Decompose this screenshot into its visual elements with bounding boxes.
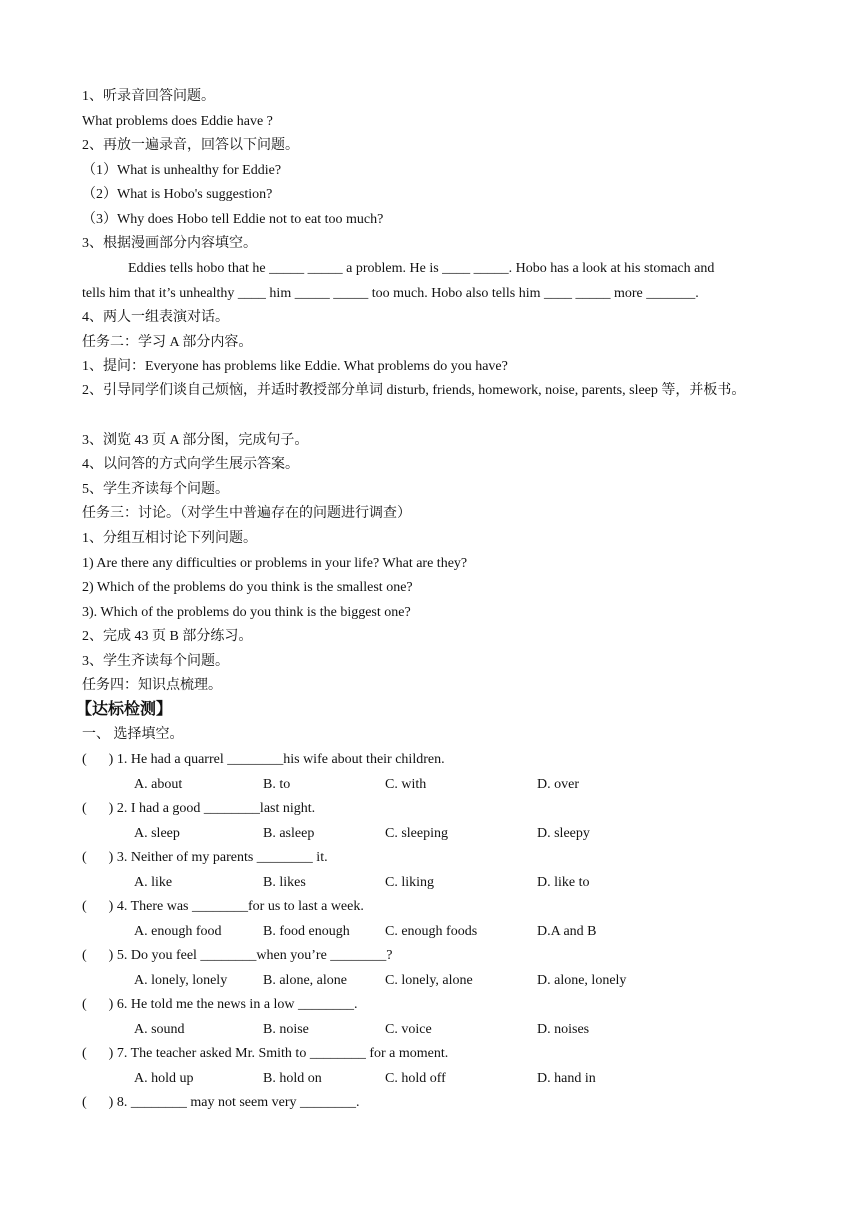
answer-paren-close: ): [108, 801, 114, 816]
answer-paren-close: ): [108, 850, 114, 865]
answer-paren-open: (: [82, 1046, 87, 1061]
answer-option: C. with: [385, 777, 427, 792]
answer-paren-open: (: [82, 801, 87, 816]
answer-option: A. hold up: [134, 1071, 194, 1086]
answer-option: C. lonely, alone: [385, 973, 473, 988]
sub-question-2: （2）What is Hobo's suggestion?: [82, 187, 273, 202]
step-replay-answer: 2、再放一遍录音，回答以下问题。: [82, 138, 299, 153]
answer-option: D. sleepy: [537, 826, 590, 841]
question-text: 2. I had a good ________last night.: [113, 801, 316, 816]
discussion-question-2: 2) Which of the problems do you think is the smallest one?: [82, 580, 413, 595]
answer-option: A. lonely, lonely: [134, 973, 228, 988]
question-text: 7. The teacher asked Mr. Smith to ________ for a moment.: [113, 1046, 449, 1061]
answer-paren-close: ): [108, 899, 114, 914]
assessment-heading: 【达标检测】: [76, 701, 173, 718]
answer-option: B. noise: [263, 1022, 309, 1037]
answer-option: C. hold off: [385, 1071, 446, 1086]
question-stem: [82, 1045, 448, 1063]
answer-paren-open: (: [82, 850, 87, 865]
step-pair-dialogue: 4、两人一组表演对话。: [82, 310, 229, 325]
question-text: 8. ________ may not seem very ________.: [113, 1095, 360, 1110]
sub-question-3: （3）Why does Hobo tell Eddie not to eat too much?: [82, 212, 384, 227]
answer-paren-open: (: [82, 997, 87, 1012]
task-four-heading: 任务四：知识点梳理。: [82, 678, 222, 693]
answer-paren-open: (: [82, 752, 87, 767]
answer-option: C. liking: [385, 875, 435, 890]
answer-option: B. asleep: [263, 826, 315, 841]
question-eddie-problems: What problems does Eddie have ?: [82, 114, 273, 129]
step-browse-page43: 3、浏览 43 页 A 部分图，完成句子。: [82, 433, 309, 448]
question-text: 4. There was ________for us to last a week.: [113, 899, 364, 914]
answer-option: B. likes: [263, 875, 306, 890]
discussion-question-3: 3). Which of the problems do you think is the biggest one?: [82, 605, 411, 620]
answer-paren-close: ): [108, 997, 114, 1012]
answer-option: C. voice: [385, 1022, 432, 1037]
fill-blank-paragraph-line2: tells him that it’s unhealthy ____ him _____ _____ too much. Hobo also tells him ____ _____ more _______.: [82, 286, 699, 301]
answer-paren-close: ): [108, 1095, 114, 1110]
answer-option: D. noises: [537, 1022, 590, 1037]
step-group-discuss: 1、分组互相讨论下列问题。: [82, 531, 257, 546]
step-listen-answer: 1、听录音回答问题。: [82, 89, 215, 104]
answer-option: D. alone, lonely: [537, 973, 627, 988]
question-stem: [82, 751, 445, 769]
answer-paren-close: ): [108, 1046, 114, 1061]
answer-option: D. over: [537, 777, 579, 792]
answer-paren-open: (: [82, 899, 87, 914]
question-text: 1. He had a quarrel ________his wife about their children.: [113, 752, 445, 767]
section-one-heading: 一、 选择填空。: [82, 727, 184, 742]
question-text: 5. Do you feel ________when you’re ________?: [113, 948, 393, 963]
step-fill-comic: 3、根据漫画部分内容填空。: [82, 236, 257, 251]
answer-option: B. alone, alone: [263, 973, 347, 988]
answer-option: A. like: [134, 875, 173, 890]
answer-option: D. hand in: [537, 1071, 596, 1086]
answer-option: D.A and B: [537, 924, 597, 939]
step-complete-b: 2、完成 43 页 B 部分练习。: [82, 629, 253, 644]
answer-paren-open: (: [82, 948, 87, 963]
question-stem: [82, 947, 393, 965]
question-stem: [82, 898, 364, 916]
step-ask-question: 1、提问：Everyone has problems like Eddie. What problems do you have?: [82, 359, 508, 374]
step-show-answers: 4、以问答的方式向学生展示答案。: [82, 457, 299, 472]
question-text: 3. Neither of my parents ________ it.: [113, 850, 328, 865]
answer-paren-close: ): [108, 752, 114, 767]
question-stem: [82, 849, 328, 867]
step-guide-vocabulary: 2、引导同学们谈自己烦恼，并适时教授部分单词 disturb, friends, homework, noise, parents, sleep 等，并板书。: [82, 383, 746, 398]
answer-option: A. about: [134, 777, 183, 792]
answer-option: B. to: [263, 777, 291, 792]
task-two-heading: 任务二：学习 A 部分内容。: [82, 335, 253, 350]
question-stem: [82, 996, 358, 1014]
task-three-heading: 任务三：讨论。（对学生中普遍存在的问题进行调查）: [82, 506, 411, 521]
question-text: 6. He told me the news in a low ________.: [113, 997, 358, 1012]
answer-option: B. food enough: [263, 924, 350, 939]
answer-option: A. enough food: [134, 924, 222, 939]
answer-option: C. enough foods: [385, 924, 478, 939]
fill-blank-paragraph-line1: Eddies tells hobo that he _____ _____ a problem. He is ____ _____. Hobo has a look at his stomach and: [128, 261, 715, 276]
step-read-each: 3、学生齐读每个问题。: [82, 654, 229, 669]
sub-question-1: （1）What is unhealthy for Eddie?: [82, 163, 282, 178]
answer-option: A. sleep: [134, 826, 180, 841]
answer-option: C. sleeping: [385, 826, 448, 841]
answer-option: A. sound: [134, 1022, 185, 1037]
answer-option: D. like to: [537, 875, 590, 890]
question-stem: [82, 1094, 359, 1112]
answer-paren-close: ): [108, 948, 114, 963]
question-stem: [82, 800, 315, 818]
discussion-question-1: 1) Are there any difficulties or problems in your life? What are they?: [82, 556, 468, 571]
answer-paren-open: (: [82, 1095, 87, 1110]
step-read-aloud: 5、学生齐读每个问题。: [82, 482, 229, 497]
answer-option: B. hold on: [263, 1071, 322, 1086]
